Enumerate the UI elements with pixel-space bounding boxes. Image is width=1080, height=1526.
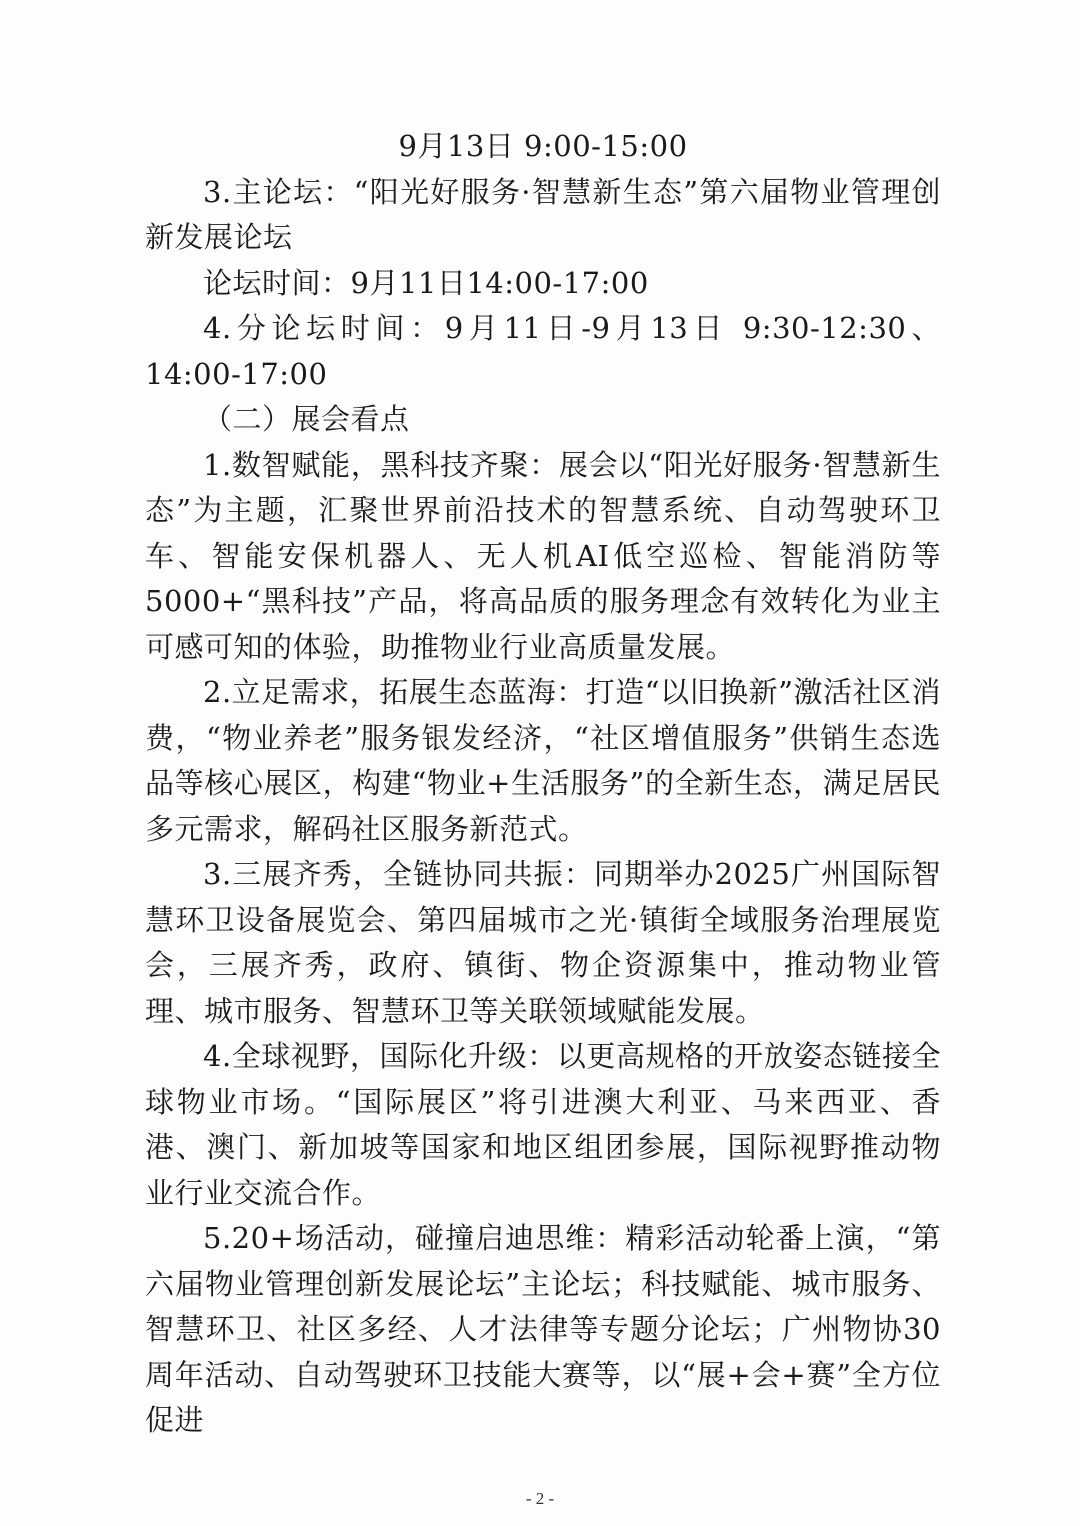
- highlight-paragraph-1: 1.数智赋能，黑科技齐聚：展会以“阳光好服务·智慧新生态”为主题，汇聚世界前沿技术的智慧系统、自动驾驶环卫车、智能安保机器人、无人机AI低空巡检、智能消防等5000+“黑科技”产品，将高品质的服务理念有效转化为业主可感可知的体验，助推物业行业高质量发展。: [145, 447, 941, 664]
- highlight-paragraph-5: 5.20+场活动，碰撞启迪思维：精彩活动轮番上演，“第六届物业管理创新发展论坛”主论坛；科技赋能、城市服务、智慧环卫、社区多经、人才法律等专题分论坛；广州物协30周年活动、自动驾驶环卫技能大赛等，以“展+会+赛”全方位促进: [145, 1221, 941, 1437]
- main-forum-paragraph: 3.主论坛：“阳光好服务·智慧新生态”第六届物业管理创新发展论坛: [145, 174, 941, 254]
- section-heading: （二）展会看点: [203, 402, 410, 436]
- document-body: [145, 124, 941, 1444]
- sub-forum-time-paragraph: 4.分论坛时间：9月11日-9月13日 9:30-12:30、14:00-17:00: [145, 311, 941, 391]
- forum-time-paragraph: 论坛时间：9月11日14:00-17:00: [203, 265, 649, 300]
- highlight-paragraph-2: 2.立足需求，拓展生态蓝海：打造“以旧换新”激活社区消费，“物业养老”服务银发经济，“社区增值服务”供销生态选品等核心展区，构建“物业+生活服务”的全新生态，满足居民多元需求，解码社区服务新范式。: [145, 675, 941, 846]
- highlight-paragraph-3: 3.三展齐秀，全链协同共振：同期举办2025广州国际智慧环卫设备展览会、第四届城市之光·镇街全域服务治理展览会，三展齐秀，政府、镇街、物企资源集中，推动物业管理、城市服务、智慧环卫等关联领域赋能发展。: [145, 857, 941, 1028]
- schedule-date-line: 9月13日 9:00-15:00: [398, 129, 688, 163]
- highlight-paragraph-4: 4.全球视野，国际化升级：以更高规格的开放姿态链接全球物业市场。“国际展区”将引进澳大利亚、马来西亚、香港、澳门、新加坡等国家和地区组团参展，国际视野推动物业行业交流合作。: [145, 1039, 941, 1210]
- page-number: - 2 -: [525, 1489, 555, 1508]
